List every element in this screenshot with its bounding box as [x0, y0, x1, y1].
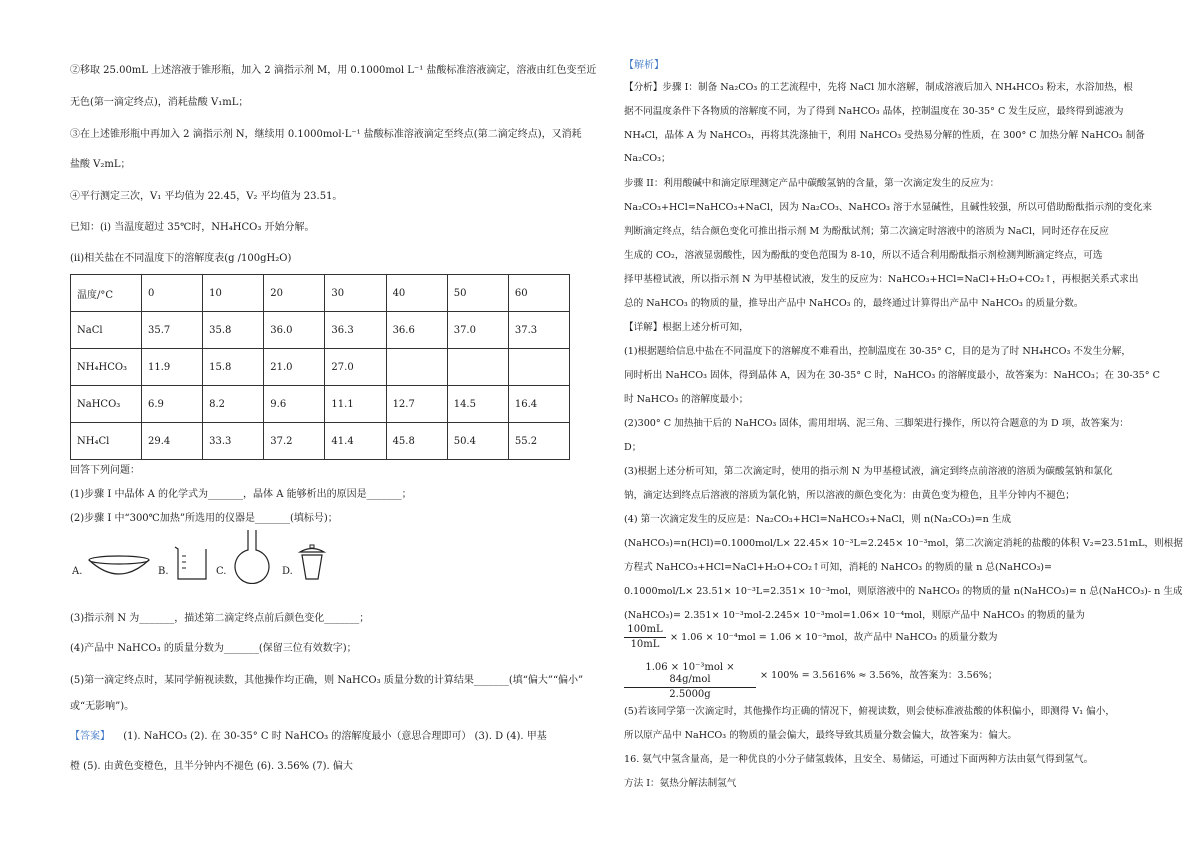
fraction-volume-ratio [624, 624, 666, 651]
table-row [71, 349, 570, 386]
evaporating-dish-icon [86, 554, 152, 578]
analysis-line: 据不同温度条件下各物质的溶解度不同，为了得到 NaHCO₃ 晶体，控制温度在 30-35° C 发生反应，最终得到滤液为 [624, 106, 1124, 117]
table-cell: 9.6 [264, 386, 325, 423]
step3-line2: 盐酸 V₂mL； [70, 159, 131, 170]
method-1: 方法 I：氨热分解法制氢气 [624, 778, 737, 789]
solubility-table [70, 274, 570, 460]
table-cell: 37.3 [508, 312, 569, 349]
table-cell: 16.4 [508, 386, 569, 423]
table-cell: 15.8 [203, 349, 264, 386]
table-header-cell: 20 [264, 275, 325, 312]
question-1: (1)步骤 I 中晶体 A 的化学式为_______，晶体 A 能够析出的原因是_______； [70, 489, 412, 500]
fraction-denominator: 10mL [630, 639, 660, 650]
table-cell: 37.0 [447, 312, 508, 349]
table-cell: 12.7 [386, 386, 447, 423]
table-cell: 27.0 [325, 349, 386, 386]
question-5-line1: (5)第一滴定终点时，某同学俯视读数，其他操作均正确，则 NaHCO₃ 质量分数的计算结果_______(填“偏大”“偏小” [70, 675, 584, 686]
question-5-line2: 或“无影响”)。 [70, 701, 135, 712]
detail-line: (2)300° C 加热抽干后的 NaHCO₃ 固体，需用坩埚、泥三角、三脚架进行操作，所以符合题意的为 D 项，故答案为： [624, 418, 1129, 429]
table-header-cell: 30 [325, 275, 386, 312]
table-cell: 11.9 [142, 349, 203, 386]
table-cell [508, 349, 569, 386]
detail-5-line2: 所以原产品中 NaHCO₃ 的物质的量会偏大，最终导致其质量分数会偏大，故答案为：偏大。 [624, 730, 1018, 741]
option-a-label: A. [72, 566, 83, 577]
answer-line2: 橙 (5). 由黄色变橙色，且半分钟内不褪色 (6). 3.56% (7). 偏大 [70, 761, 353, 772]
question-16: 16. 氨气中氢含量高，是一种优良的小分子储氢载体，且安全、易储运，可通过下面两种方法由氨气得到氢气。 [624, 754, 1094, 765]
fraction2-tail: × 100% = 3.5616% ≈ 3.56%，故答案为：3.56%； [760, 670, 998, 681]
table-cell: 11.1 [325, 386, 386, 423]
table-cell: 37.2 [264, 423, 325, 460]
known-ii: (ii)相关盐在不同温度下的溶解度表(g /100gH₂O) [70, 253, 292, 264]
table-row [71, 386, 570, 423]
table-header-row [71, 275, 570, 312]
analysis-line: NH₄Cl，晶体 A 为 NaHCO₃，再将其洗涤抽干，利用 NaHCO₃ 受热易分解的性质，在 300° C 加热分解 NaHCO₃ 制备 [624, 130, 1145, 141]
analysis-tag: 【解析】 [624, 60, 664, 71]
analysis-line: 总的 NaHCO₃ 的物质的量，推导出产品中 NaHCO₃ 的，最终通过计算得出产品中 NaHCO₃ 的质量分数。 [624, 298, 1084, 309]
analysis-line: 生成的 CO₂，溶液显弱酸性，因为酚酞的变色范围为 8-10，所以不适合利用酚酞指示剂检测判断滴定终点，可选 [624, 250, 1103, 261]
fraction-numerator: 1.06 × 10⁻³mol × 84g/mol [645, 662, 735, 685]
table-cell: 8.2 [203, 386, 264, 423]
table-cell: NaCl [71, 312, 142, 349]
detail-line: (NaHCO₃)=n(HCl)=0.1000mol/L× 22.45× 10⁻³L=2.245× 10⁻³mol，第二次滴定消耗的盐酸的体积 V₂=23.51mL，则根据 [624, 538, 1183, 549]
table-cell: 45.8 [386, 423, 447, 460]
table-cell: NH₄HCO₃ [71, 349, 142, 386]
step4: ④平行测定三次，V₁ 平均值为 22.45，V₂ 平均值为 23.51。 [70, 191, 343, 202]
table-cell: 35.8 [203, 312, 264, 349]
crucible-icon [296, 544, 328, 582]
table-header-cell: 40 [386, 275, 447, 312]
table-cell: 6.9 [142, 386, 203, 423]
table-cell: 55.2 [508, 423, 569, 460]
table-cell: 33.3 [203, 423, 264, 460]
detail-line: (1)根据题给信息中盐在不同温度下的溶解度不难看出，控制温度在 30-35° C，目的是为了时 NH₄HCO₃ 不发生分解， [624, 346, 1131, 357]
answer-line1 [70, 730, 547, 744]
table-cell: NH₄Cl [71, 423, 142, 460]
analysis-line: Na₂CO₃+HCl=NaHCO₃+NaCl，因为 Na₂CO₃、NaHCO₃ 溶于水显碱性，且碱性较强，所以可借助酚酞指示剂的变化来 [624, 202, 1153, 213]
table-header-cell: 10 [203, 275, 264, 312]
table-cell [447, 349, 508, 386]
fraction-denominator: 2.5000g [669, 689, 711, 700]
step3-line1: ③在上述锥形瓶中再加入 2 滴指示剂 N，继续用 0.1000mol·L⁻¹ 盐酸标准溶液滴定至终点(第二滴定终点)，又消耗 [70, 129, 582, 140]
analysis-line: 择甲基橙试液，所以指示剂 N 为甲基橙试液，发生的反应为：NaHCO₃+HCl=NaCl+H₂O+CO₂↑，再根据关系式求出 [624, 274, 1139, 285]
detail-line: 同时析出 NaHCO₃ 固体，得到晶体 A，因为在 30-35° C 时，NaHCO₃ 的溶解度最小，故答案为：NaHCO₃；在 30-35° C [624, 370, 1160, 381]
detail-line: (4) 第一次滴定发生的反应是：Na₂CO₃+HCl=NaHCO₃+NaCl，则 n(Na₂CO₃)=n 生成 [624, 514, 1012, 525]
fraction1-tail: × 1.06 × 10⁻⁴mol = 1.06 × 10⁻³mol，故产品中 NaHCO₃ 的质量分数为 [670, 632, 998, 643]
analysis-line: Na₂CO₃； [624, 153, 671, 164]
table-cell: 29.4 [142, 423, 203, 460]
table-cell: 36.3 [325, 312, 386, 349]
analysis-line: 判断滴定终点，结合颜色变化可推出指示剂 M 为酚酞试剂；第二次滴定时溶液中的溶质为 NaCl，同时还存在反应 [624, 226, 1109, 237]
table-cell: NaHCO₃ [71, 386, 142, 423]
table-cell: 36.0 [264, 312, 325, 349]
question-4: (4)产品中 NaHCO₃ 的质量分数为_______(保留三位有效数字)； [70, 643, 357, 654]
answer-tag: 【答案】 [70, 731, 110, 742]
apparatus-options [70, 536, 400, 586]
table-cell: 35.7 [142, 312, 203, 349]
analysis-line: 步骤 II：利用酸碱中和滴定原理测定产品中碳酸氢钠的含量，第一次滴定发生的反应为： [624, 178, 1000, 189]
detail-line: 【详解】根据上述分析可知， [624, 322, 749, 333]
step2-line1: ②移取 25.00mL 上述溶液于锥形瓶，加入 2 滴指示剂 M，用 0.1000mol L⁻¹ 盐酸标准溶液滴定，溶液由红色变至近 [70, 65, 597, 76]
round-bottom-flask-icon [230, 528, 274, 584]
answer-text-1: (1). NaHCO₃ (2). 在 30-35° C 时 NaHCO₃ 的溶解度最小（意思合理即可） (3). D (4). 甲基 [123, 731, 547, 742]
detail-line: 0.1000mol/L× 23.51× 10⁻³L=2.351× 10⁻³mol，则原溶液中的 NaHCO₃ 的物质的量 n(NaHCO₃)= n 总(NaHCO₃)- n 生成 [624, 586, 1183, 597]
table-cell: 36.6 [386, 312, 447, 349]
table-cell: 21.0 [264, 349, 325, 386]
table-header-cell: 0 [142, 275, 203, 312]
table-cell: 14.5 [447, 386, 508, 423]
fraction-mass-percent [624, 662, 756, 701]
option-b-label: B. [158, 566, 169, 577]
detail-line: (3)根据上述分析可知，第二次滴定时，使用的指示剂 N 为甲基橙试液，滴定到终点前溶液的溶质为碳酸氢钠和氯化 [624, 466, 1113, 477]
table-row [71, 312, 570, 349]
table-header-cell: 60 [508, 275, 569, 312]
fraction-numerator: 100mL [627, 624, 663, 635]
table-header-cell: 50 [447, 275, 508, 312]
table-cell [386, 349, 447, 386]
question-2: (2)步骤 I 中“300℃加热”所选用的仪器是_______(填标号)； [70, 513, 338, 524]
detail-5-line1: (5)若该同学第一次滴定时，其他操作均正确的情况下，俯视读数，则会使标准液盐酸的体积偏小，即测得 V₁ 偏小， [624, 706, 1115, 717]
detail-line: 方程式 NaHCO₃+HCl=NaCl+H₂O+CO₂↑可知，消耗的 NaHCO₃ 的物质的量 n 总(NaHCO₃)= [624, 562, 1053, 573]
answer-prompt: 回答下列问题： [70, 465, 140, 476]
detail-line: 时 NaHCO₃ 的溶解度最小； [624, 394, 749, 405]
detail-line: (NaHCO₃)= 2.351× 10⁻³mol-2.245× 10⁻³mol=1.06× 10⁻⁴mol，则原产品中 NaHCO₃ 的物质的量为 [624, 610, 1085, 621]
fraction-bar [624, 637, 666, 638]
detail-line: 钠，滴定达到终点后溶液的溶质为氯化钠，所以溶液的颜色变化为：由黄色变为橙色，且半分钟内不褪色； [624, 490, 1075, 501]
analysis-line: 【分析】步骤 I：制备 Na₂CO₃ 的工艺流程中，先将 NaCl 加水溶解，制成溶液后加入 NH₄HCO₃ 粉末，水浴加热，根 [624, 82, 1133, 93]
detail-line: D； [624, 442, 642, 453]
step2-line2: 无色(第一滴定终点)，消耗盐酸 V₁mL； [70, 97, 249, 108]
table-row [71, 423, 570, 460]
table-header-cell: 温度/°C [71, 275, 142, 312]
table-cell: 41.4 [325, 423, 386, 460]
option-d-label: D. [282, 566, 293, 577]
beaker-icon [172, 544, 212, 582]
option-c-label: C. [216, 566, 227, 577]
fraction-bar [624, 687, 756, 688]
table-cell: 50.4 [447, 423, 508, 460]
question-3: (3)指示剂 N 为_______，描述第二滴定终点前后颜色变化_______； [70, 613, 370, 624]
known-i: 已知：(i) 当温度超过 35℃时，NH₄HCO₃ 开始分解。 [70, 222, 315, 233]
